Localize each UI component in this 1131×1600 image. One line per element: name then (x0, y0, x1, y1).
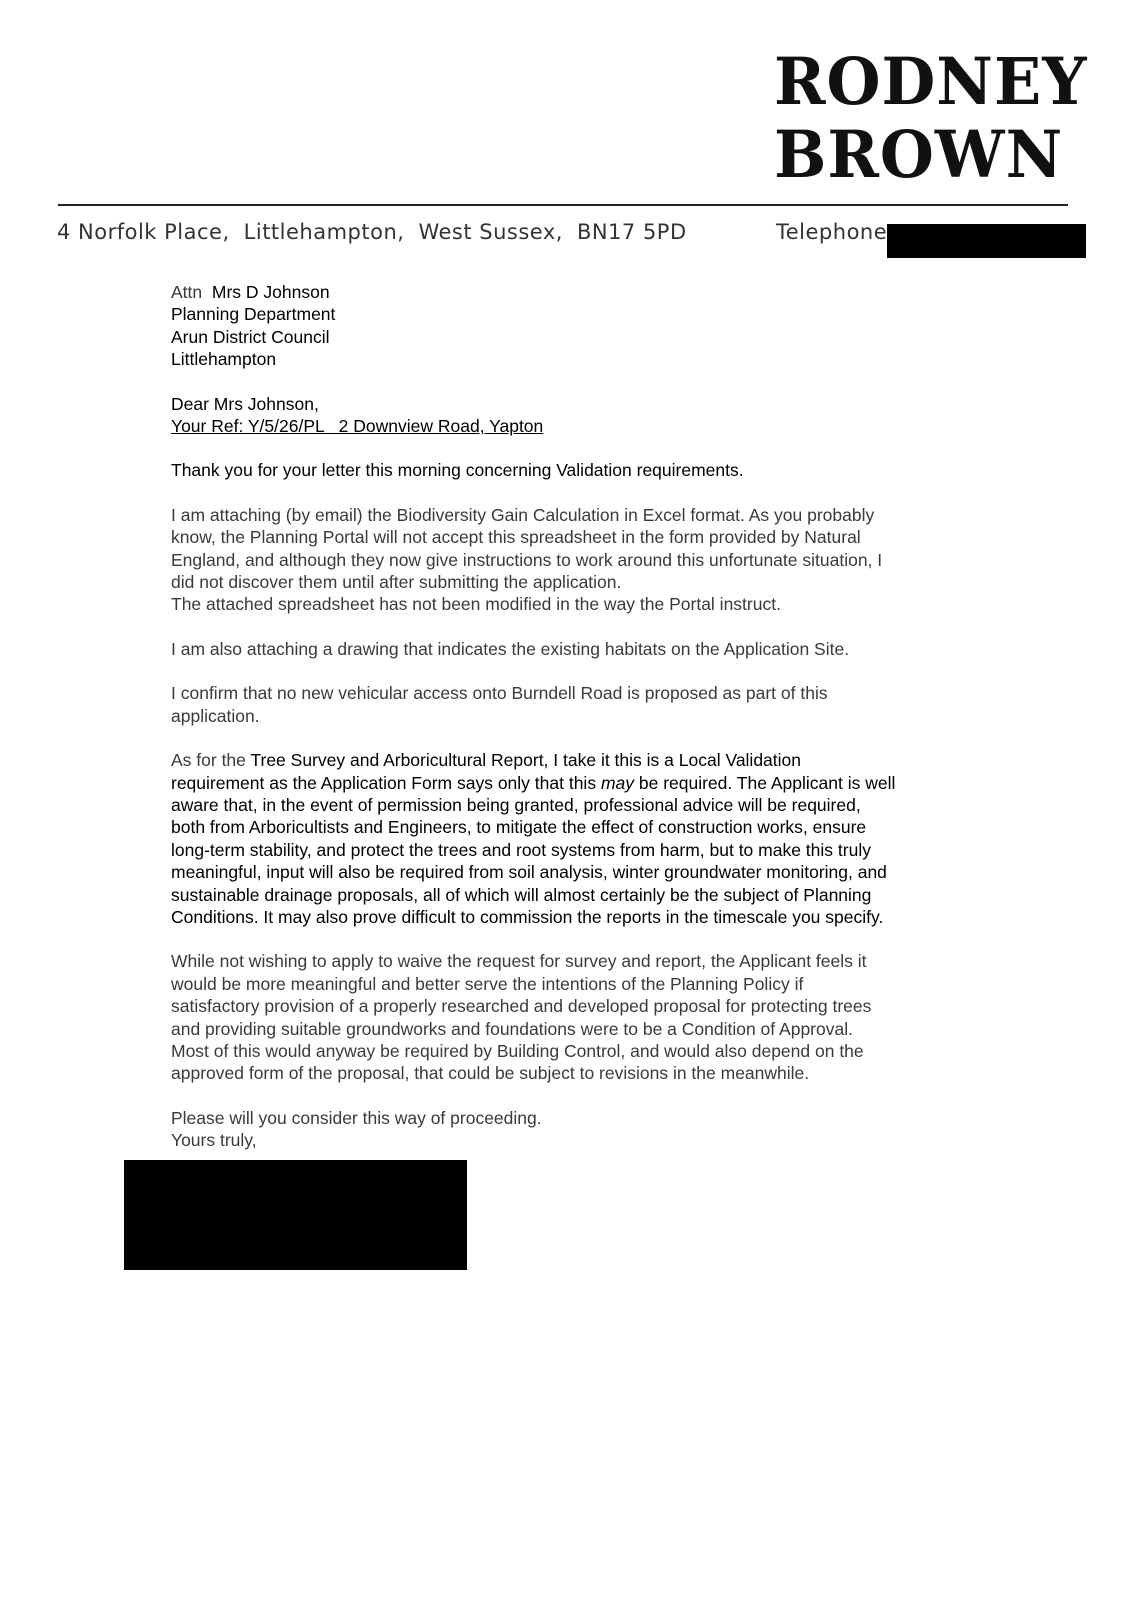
recipient-name: Mrs D Johnson (211, 282, 330, 302)
paragraph-2-line: did not discover them until after submitting the application. (171, 572, 622, 593)
paragraph-5-lead: As for the (171, 750, 251, 771)
rodney-brown-logo (774, 43, 1094, 193)
paragraph-4-line: I confirm that no new vehicular access onto Burndell Road is proposed as part of this (171, 683, 828, 704)
paragraph-5-line: sustainable drainage proposals, all of which will almost certainly be the subject of Planning (171, 884, 872, 905)
redacted-telephone (887, 224, 1086, 258)
paragraph-5-line (171, 772, 971, 794)
letter-body (171, 281, 971, 1152)
paragraph-5 (171, 749, 971, 928)
paragraph-5-line (171, 749, 971, 771)
paragraph-6-line: approved form of the proposal, that could be subject to revisions in the meanwhile. (171, 1063, 810, 1084)
paragraph-4 (171, 682, 971, 727)
recipient-council: Arun District Council (171, 326, 330, 347)
paragraph-6-line: Most of this would anyway be required by Building Control, and would also depend on the (171, 1040, 864, 1061)
reference-line: Your Ref: Y/5/26/PL 2 Downview Road, Yapton (171, 416, 544, 437)
paragraph-5-em: may (600, 772, 634, 793)
paragraph-5-line: long-term stability, and protect the trees and root systems from harm, but to make this truly (171, 839, 871, 860)
paragraph-4-line: application. (171, 705, 260, 726)
redacted-signature (124, 1160, 467, 1270)
paragraph-1: Thank you for your letter this morning concerning Validation requirements. (171, 460, 744, 481)
logo-line-2: BROWN (774, 116, 1064, 193)
address-postcode: BN17 5PD (576, 220, 687, 244)
header-rule (58, 204, 1068, 206)
paragraph-2-line: know, the Planning Portal will not accept this spreadsheet in the form provided by Natural (171, 527, 861, 548)
recipient-department: Planning Department (171, 304, 336, 325)
paragraph-6-line: would be more meaningful and better serve the intentions of the Planning Policy if (171, 973, 804, 994)
paragraph-5-l1: Tree Survey and Arboricultural Report, I take it this is a Local Validation (250, 750, 802, 771)
closing: Yours truly, (171, 1130, 257, 1151)
paragraph-2 (171, 504, 971, 616)
telephone-label: Telephone (776, 220, 888, 244)
paragraph-3: I am also attaching a drawing that indicates the existing habitats on the Application Site. (171, 638, 850, 659)
attn-label: Attn (171, 282, 203, 302)
address-street: 4 Norfolk Place, (57, 220, 230, 244)
paragraph-6-line: and providing suitable groundworks and foundations were to be a Condition of Approval. (171, 1018, 853, 1039)
attn-line (171, 281, 971, 303)
paragraph-2-line: I am attaching (by email) the Biodiversity Gain Calculation in Excel format. As you probably (171, 504, 875, 525)
logo-line-1: RODNEY (774, 43, 1088, 120)
address-town: Littlehampton, (243, 220, 405, 244)
paragraph-5-line: both from Arboricultists and Engineers, to mitigate the effect of construction works, ensure (171, 817, 867, 838)
salutation: Dear Mrs Johnson, (171, 393, 319, 414)
letterhead-address (57, 220, 687, 244)
paragraph-6-line: satisfactory provision of a properly researched and developed proposal for protecting trees (171, 996, 872, 1017)
paragraph-5-l2-post: be required. The Applicant is well (634, 772, 896, 793)
paragraph-5-line: aware that, in the event of permission being granted, professional advice will be required, (171, 794, 861, 815)
paragraph-5-l2-pre: requirement as the Application Form says only that this (171, 772, 601, 793)
paragraph-5-line: meaningful, input will also be required from soil analysis, winter groundwater monitoring, and (171, 862, 887, 883)
paragraph-5-line: Conditions. It may also prove difficult to commission the reports in the timescale you specify. (171, 906, 884, 927)
recipient-town: Littlehampton (171, 349, 277, 370)
paragraph-6 (171, 950, 971, 1084)
address-county: West Sussex, (418, 220, 563, 244)
paragraph-2-line: The attached spreadsheet has not been modified in the way the Portal instruct. (171, 594, 781, 615)
paragraph-6-line: While not wishing to apply to waive the request for survey and report, the Applicant feels it (171, 951, 867, 972)
paragraph-2-line: England, and although they now give instructions to work around this unfortunate situation, I (171, 549, 883, 570)
paragraph-7: Please will you consider this way of proceeding. (171, 1107, 542, 1128)
